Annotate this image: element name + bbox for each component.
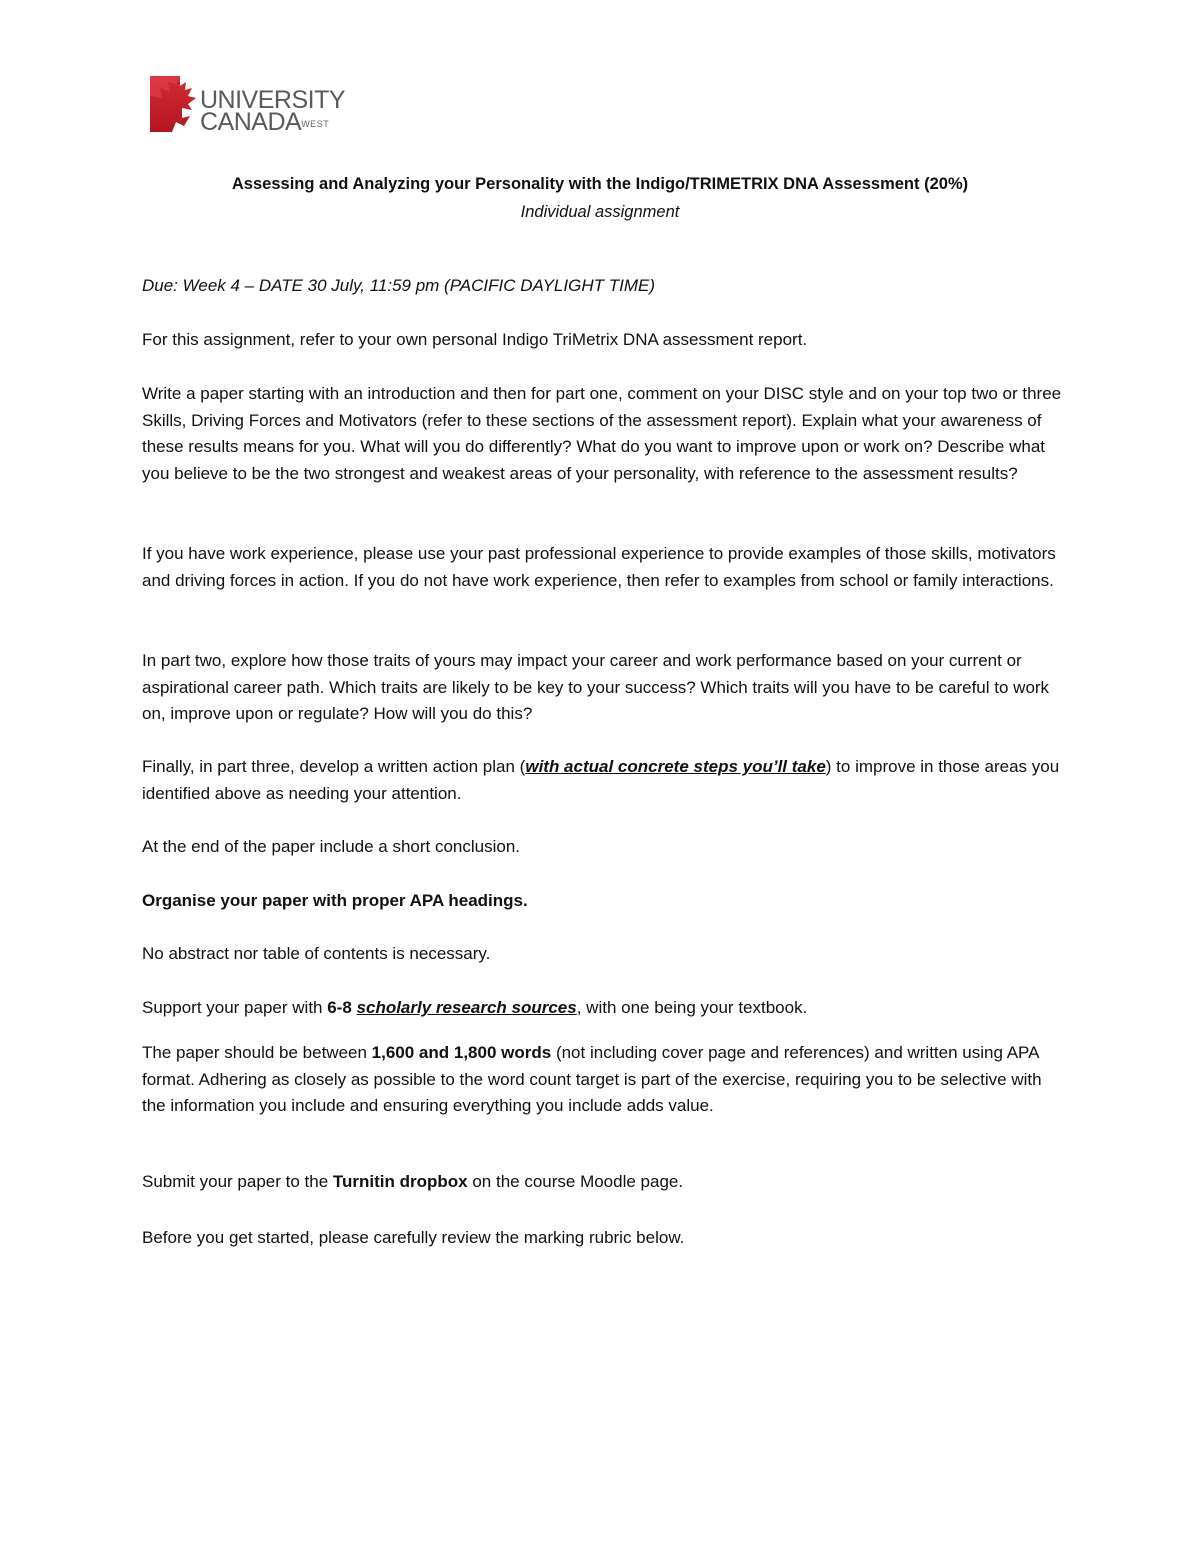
due-date: Due: Week 4 – DATE 30 July, 11:59 pm (PACIFIC DAYLIGHT TIME)	[142, 276, 655, 295]
paragraph-experience: If you have work experience, please use your past professional experience to provide examples of those skills, motivators and driving forces in action. If you do not have work experience, then refer to examples from school or family interactions.	[142, 544, 1056, 590]
paragraph-conclusion: At the end of the paper include a short conclusion.	[142, 837, 521, 856]
sources-text-end: , with one being your textbook.	[576, 998, 808, 1017]
document-title: Assessing and Analyzing your Personality with the Indigo/TRIMETRIX DNA Assessment (20%)	[231, 175, 969, 193]
word-count-range: 1,600 and 1,800 words	[371, 1043, 552, 1062]
paragraph-part-three	[142, 754, 1062, 807]
part-three-text-end: ) to improve in those areas you identified above as needing your attention.	[142, 757, 1060, 803]
maple-leaf-icon	[150, 74, 198, 134]
paragraph-submit	[142, 1169, 1062, 1196]
university-logo	[150, 74, 350, 136]
sources-count: 6-8	[327, 998, 352, 1017]
paragraph-word-count	[142, 1040, 1062, 1120]
part-three-text-start: Finally, in part three, develop a written action plan (	[142, 757, 526, 776]
logo-text-west: WEST	[301, 119, 330, 129]
logo-text-university: UNIVERSITY	[200, 86, 346, 114]
sources-text-start: Support your paper with	[142, 998, 328, 1017]
paragraph-apa-headings: Organise your paper with proper APA headings.	[142, 891, 528, 910]
logo-text-canada-word: CANADA	[200, 108, 302, 136]
paragraph-part-one: Write a paper starting with an introduction and then for part one, comment on your DISC style and on your top two or three Skills, Driving Forces and Motivators (refer to these sections of the assessment report). Explain what your awareness of these results means for you. What will you do differently? What do you want to improve upon or work on? Describe what you believe to be the two strongest and weakest areas of your personality, with reference to the assessment results?	[142, 384, 1062, 483]
document-subtitle: Individual assignment	[520, 203, 680, 221]
paragraph-sources	[142, 995, 1062, 1022]
submit-text-start: Submit your paper to the	[142, 1172, 333, 1191]
turnitin-dropbox: Turnitin dropbox	[332, 1172, 468, 1191]
submit-text-end: on the course Moodle page.	[467, 1172, 684, 1191]
action-plan-emphasis: with actual concrete steps you’ll take	[525, 757, 826, 776]
logo-text-canada	[200, 110, 329, 135]
paragraph-part-two: In part two, explore how those traits of yours may impact your career and work performance based on your current or aspirational career path. Which traits are likely to be key to your success? Which traits will you have to be careful to work on, improve upon or regulate? How will you do this?	[142, 651, 1050, 723]
paragraph-refer: For this assignment, refer to your own personal Indigo TriMetrix DNA assessment report.	[142, 330, 808, 349]
paragraph-rubric: Before you get started, please carefully review the marking rubric below.	[142, 1228, 685, 1247]
scholarly-sources-emphasis: scholarly research sources	[356, 998, 577, 1017]
word-count-text-start: The paper should be between	[142, 1043, 372, 1062]
word-count-text-end: (not including cover page and references) and written using APA format. Adhering as closely as possible to the word count target is part of the exercise, requiring you to be selective with the information you include and ensuring everything you include adds value.	[142, 1043, 1042, 1115]
paragraph-abstract: No abstract nor table of contents is necessary.	[142, 944, 491, 963]
